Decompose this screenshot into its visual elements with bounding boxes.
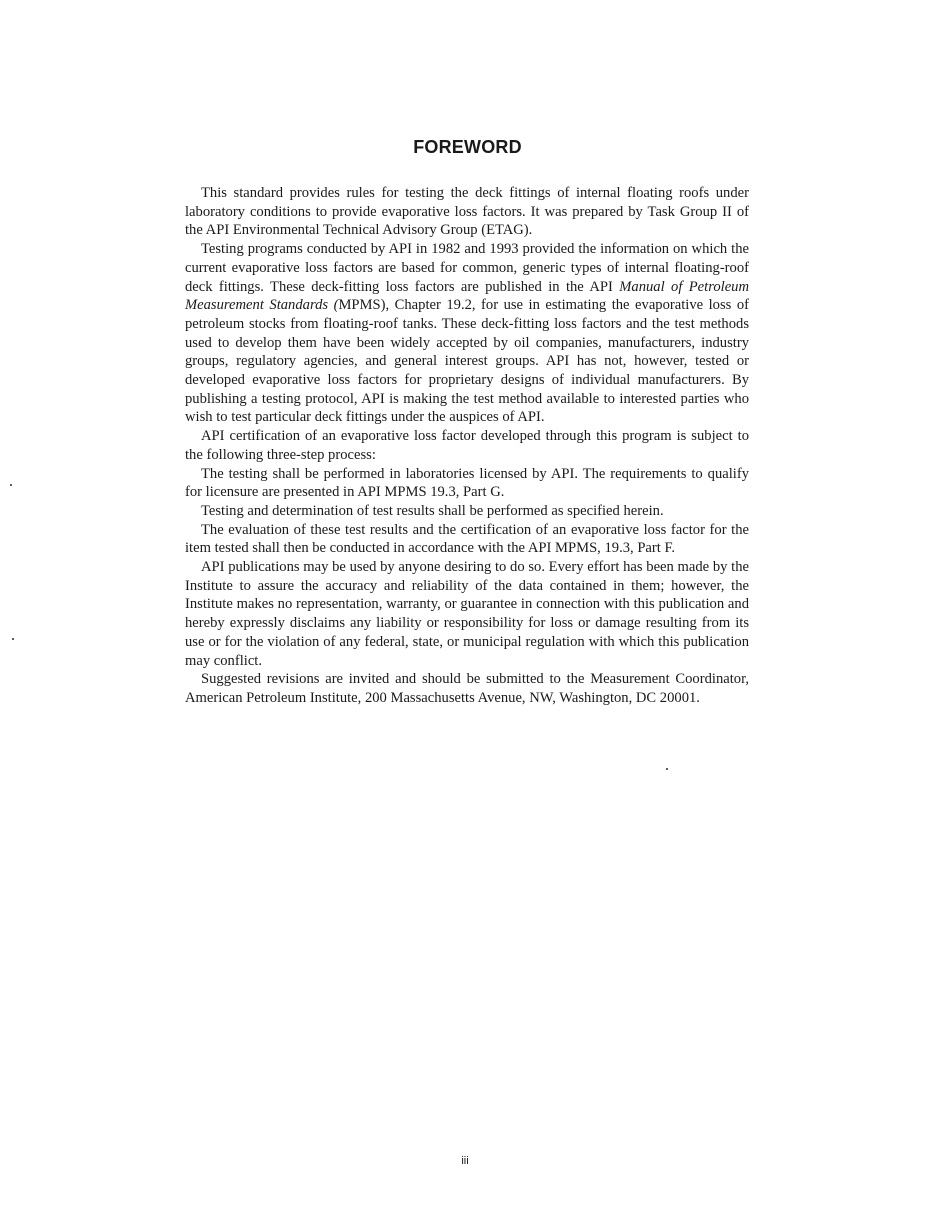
paragraph-revisions: Suggested revisions are invited and should be submitted to the Measurement Coordinator, American Petroleum Institute, 200 Massachusetts Avenue, NW, Washington, DC 20001.: [185, 671, 749, 706]
paragraph-disclaimer: API publications may be used by anyone desiring to do so. Every effort has been made by the Institute to assure the accuracy and reliability of the data contained in them; however, the Institute makes no representation, warranty, or guarantee in connection with this publication and hereby expressly disclaims any liability or responsibility for loss or damage resulting from its use or for the violation of any federal, state, or municipal regulation with which this publication may conflict.: [185, 559, 749, 669]
page-number: iii: [461, 1155, 469, 1167]
paragraph-text: Testing programs conducted by API in 1982 and 1993 provided the information on which the current evaporative loss factors are based for common, generic types of internal floating-roof deck fittings. These deck-fitting loss factors are published in the API: [185, 241, 749, 295]
page-title: FOREWORD: [413, 137, 522, 157]
publication-title-italic: Manual of Petroleum Measurement Standards (: [185, 278, 750, 314]
scan-speck: [666, 768, 668, 770]
paragraph-scope: This standard provides rules for testing the deck fittings of internal floating roofs under laboratory conditions to provide evaporative loss factors. It was prepared by Task Group II of the API Environmental Technical Advisory Group (ETAG).: [185, 185, 749, 239]
paragraph-text: MPMS), Chapter 19.2, for use in estimating the evaporative loss of petroleum stocks from floating-roof tanks. These deck-fitting loss factors and the test methods used to develop them have been widely accepted by oil companies, manufacturers, industry groups, regulatory agencies, and general interest groups. API has not, however, tested or developed evaporative loss factors for proprietary designs of individual manufacturers. By publishing a testing protocol, API is making the test method available to interested parties who wish to test particular deck fittings under the auspices of API.: [185, 297, 750, 426]
paragraph-step-three: The evaluation of these test results and the certification of an evaporative loss factor for the item tested shall then be conducted in accordance with the API MPMS, 19.3, Part F.: [185, 521, 749, 557]
scan-speck: [10, 484, 12, 486]
scan-speck: [12, 638, 14, 640]
paragraph-step-one: The testing shall be performed in laboratories licensed by API. The requirements to qualify for licensure are presented in API MPMS 19.3, Part G.: [185, 465, 749, 501]
foreword-body: [185, 184, 749, 708]
paragraph-certification: API certification of an evaporative loss factor developed through this program is subject to the following three-step process:: [185, 428, 749, 463]
paragraph-step-two: Testing and determination of test results shall be performed as specified herein.: [201, 502, 664, 519]
paragraph-testing-programs: [185, 240, 749, 427]
